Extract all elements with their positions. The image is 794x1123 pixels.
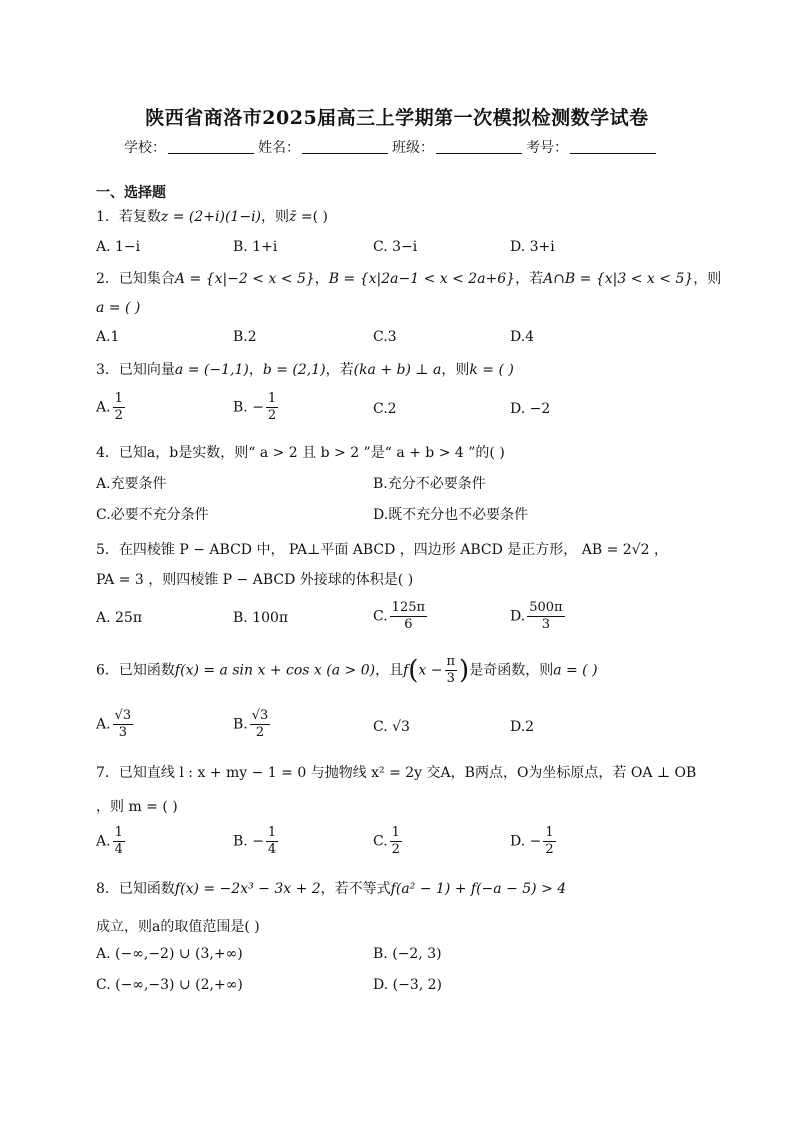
q7-option-d[interactable]	[510, 825, 558, 858]
option-label: A.	[96, 399, 111, 416]
q3-option-a[interactable]	[96, 391, 127, 424]
q3-option-c[interactable]: C.2	[373, 401, 397, 417]
q3-option-d[interactable]: D. −2	[510, 401, 551, 417]
q8-option-d[interactable]: D. (−3, 2)	[373, 977, 442, 993]
q5-option-b[interactable]: B. 100π	[233, 610, 289, 626]
name-label: 姓名：	[258, 140, 300, 156]
school-blank[interactable]	[168, 139, 254, 154]
denominator: 2	[267, 408, 277, 423]
section-heading: 一、选择题	[96, 185, 166, 201]
fraction	[113, 391, 125, 424]
q6-math: f	[403, 662, 409, 679]
fraction	[250, 708, 271, 741]
denominator: 3	[446, 671, 455, 686]
q6-option-d[interactable]: D.2	[510, 719, 535, 735]
question-5-stem: 5．在四棱锥 P − ABCD 中， PA⊥平面 ABCD ，四边形 ABCD 是正方形， AB = 2√2 ，	[96, 542, 668, 558]
fraction	[543, 825, 555, 858]
q6-math: x −	[418, 662, 443, 679]
option-label: B.	[233, 716, 248, 733]
q3-math: (ka + b) ⊥ a	[353, 362, 442, 378]
fraction	[266, 391, 278, 424]
q3-text: ，	[248, 362, 263, 378]
numerator: 1	[114, 825, 123, 840]
q2-math: B = {x|2a−1 < x < 2a+6}	[328, 271, 516, 287]
school-label: 学校：	[124, 140, 166, 156]
q6-text: 6．已知函数	[96, 662, 175, 679]
q6-text: 是奇函数，则	[469, 662, 554, 679]
option-label: A.	[96, 833, 111, 850]
option-label: D.	[510, 608, 526, 625]
q2-option-d[interactable]: D.4	[510, 329, 535, 345]
question-6-stem	[96, 654, 598, 687]
fraction	[266, 825, 278, 858]
numerator: √3	[251, 708, 269, 723]
option-label: D. −	[510, 833, 542, 850]
denominator: 3	[541, 617, 550, 632]
q3-math: a = (−1,1)	[174, 362, 249, 378]
numerator: 500π	[529, 600, 563, 615]
q6-text: ，且	[375, 662, 404, 679]
option-label: C.	[373, 608, 388, 625]
class-label: 班级：	[392, 140, 434, 156]
q8-option-a[interactable]: A. (−∞,−2) ∪ (3,+∞)	[96, 946, 243, 962]
fraction	[445, 654, 458, 687]
question-2-stem-cont	[96, 300, 140, 316]
q6-option-c[interactable]: C. √3	[373, 719, 410, 735]
numerator: 1	[391, 825, 400, 840]
q2-math: A = {x|−2 < x < 5}	[174, 271, 315, 287]
numerator: π	[446, 654, 456, 669]
q7-option-b[interactable]	[233, 825, 280, 858]
exam-no-label: 考号：	[526, 140, 568, 156]
name-blank[interactable]	[302, 139, 388, 154]
q1-text: ( )	[312, 209, 328, 225]
q3-text: ，若	[325, 362, 354, 378]
denominator: 4	[114, 842, 123, 857]
denominator: 3	[118, 725, 127, 740]
q7-option-c[interactable]	[373, 825, 404, 858]
q2-text: ，若	[515, 271, 544, 287]
q2-option-b[interactable]: B.2	[233, 329, 257, 345]
q8-option-c[interactable]: C. (−∞,−3) ∪ (2,+∞)	[96, 977, 243, 993]
question-5-stem-cont: PA = 3 ，则四棱锥 P − ABCD 外接球的体积是( )	[96, 572, 414, 588]
q1-math: z = (2+i)(1−i)	[160, 209, 262, 225]
option-label: B. −	[233, 399, 264, 416]
denominator: 2	[114, 408, 123, 423]
option-label: C.	[373, 833, 388, 850]
q1-option-b[interactable]: B. 1+i	[233, 239, 278, 255]
q4-option-a[interactable]: A.充要条件	[96, 476, 167, 492]
q6-math: a = ( )	[553, 662, 598, 679]
q1-text: 1．若复数	[96, 209, 161, 225]
numerator: √3	[114, 708, 132, 723]
question-1-stem	[96, 206, 328, 226]
q2-option-a[interactable]: A.1	[96, 329, 120, 345]
q5-option-a[interactable]: A. 25π	[96, 610, 143, 626]
q1-text: ，则	[261, 209, 290, 225]
numerator: 1	[114, 391, 123, 406]
fraction	[113, 825, 125, 858]
q3-option-b[interactable]	[233, 391, 280, 424]
q3-math: b = (2,1)	[262, 362, 326, 378]
q4-option-b[interactable]: B.充分不必要条件	[373, 476, 486, 492]
q8-math: f(a² − 1) + f(−a − 5) > 4	[390, 881, 567, 897]
q1-option-c[interactable]: C. 3−i	[373, 239, 418, 255]
question-8-stem-cont: 成立，则a的取值范围是( )	[96, 919, 260, 935]
question-2-stem	[96, 268, 721, 288]
question-8-stem	[96, 878, 566, 898]
denominator: 2	[255, 725, 265, 740]
option-label: A.	[96, 716, 111, 733]
student-info-line	[124, 137, 660, 157]
q6-option-b[interactable]	[233, 708, 272, 741]
q2-text: ，则	[693, 271, 722, 287]
q3-math: k = ( )	[469, 362, 514, 378]
left-paren: (	[408, 655, 419, 686]
fraction	[113, 708, 134, 741]
q3-text: ，则	[441, 362, 470, 378]
q3-text: 3．已知向量	[96, 362, 175, 378]
q8-option-b[interactable]: B. (−2, 3)	[373, 946, 442, 962]
fraction	[390, 600, 427, 633]
question-7-stem: 7．已知直线 l : x + my − 1 = 0 与抛物线 x² = 2y 交A，B两点，O为坐标原点，若 OA ⊥ OB	[96, 765, 697, 781]
q6-option-a[interactable]	[96, 708, 135, 741]
denominator: 2	[545, 842, 554, 857]
q5-option-c[interactable]	[373, 600, 429, 633]
q2-math: A∩B = {x|3 < x < 5}	[543, 271, 694, 287]
question-7-stem-cont: ，则 m = ( )	[96, 799, 178, 815]
question-4-stem: 4．已知a，b是实数，则“ a > 2 且 b > 2 ”是“ a + b > 4 ”的( )	[96, 445, 505, 461]
denominator: 2	[391, 842, 400, 857]
right-paren: )	[459, 655, 470, 686]
denominator: 4	[267, 842, 277, 857]
denominator: 6	[404, 617, 413, 632]
q6-math: f(x) = a sin x + cos x (a > 0)	[174, 662, 376, 679]
q2-option-c[interactable]: C.3	[373, 329, 397, 345]
q2-math: a = ( )	[96, 300, 141, 316]
q1-option-a[interactable]: A. 1−i	[96, 239, 141, 255]
q1-option-d[interactable]: D. 3+i	[510, 239, 555, 255]
option-label: B. −	[233, 833, 264, 850]
page-title: 陕西省商洛市2025届高三上学期第一次模拟检测数学试卷	[145, 107, 649, 129]
class-blank[interactable]	[436, 139, 522, 154]
q2-text: 2．已知集合	[96, 271, 175, 287]
q4-option-d[interactable]: D.既不充分也不必要条件	[373, 507, 529, 523]
numerator: 125π	[391, 600, 426, 615]
fraction	[527, 600, 564, 633]
fraction	[390, 825, 402, 858]
q5-option-d[interactable]	[510, 600, 567, 633]
q4-option-c[interactable]: C.必要不充分条件	[96, 507, 209, 523]
numerator: 1	[267, 391, 277, 406]
numerator: 1	[545, 825, 554, 840]
exam-no-blank[interactable]	[570, 139, 656, 154]
q8-text: 8．已知函数	[96, 881, 175, 897]
q1-math: z̄ =	[289, 209, 313, 225]
numerator: 1	[267, 825, 277, 840]
question-3-stem	[96, 359, 514, 379]
q7-option-a[interactable]	[96, 825, 127, 858]
q8-text: ，若不等式	[320, 881, 391, 897]
q8-math: f(x) = −2x³ − 3x + 2	[174, 881, 321, 897]
q2-text: ，	[314, 271, 329, 287]
